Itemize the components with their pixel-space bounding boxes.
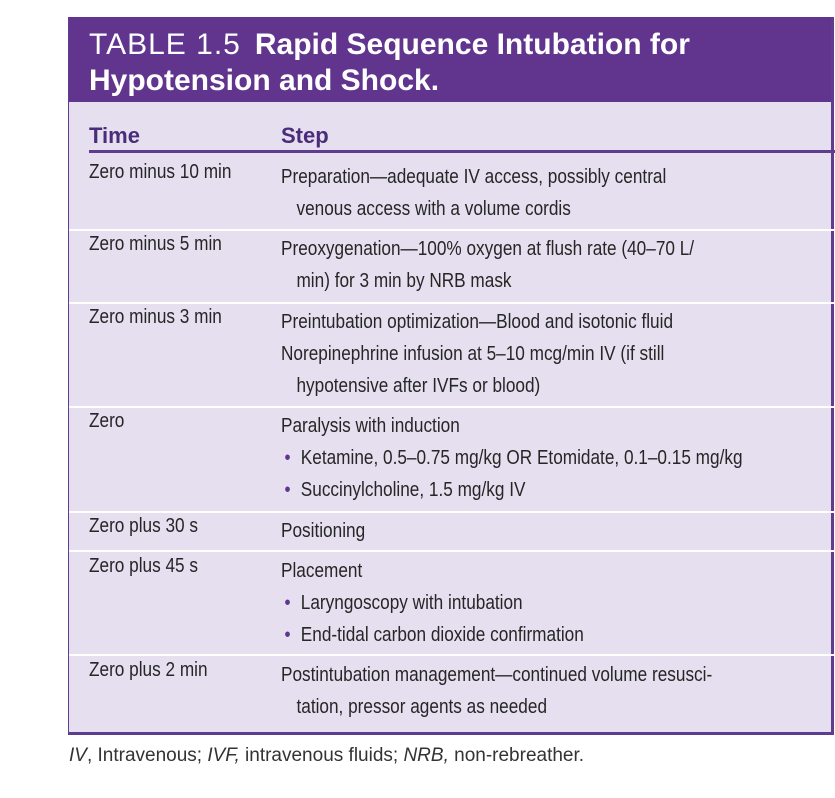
row-step xyxy=(281,659,829,723)
table-title-bar xyxy=(69,17,831,102)
row-time: Zero minus 10 min xyxy=(89,161,232,183)
row-divider xyxy=(69,302,835,304)
row-step xyxy=(281,515,829,547)
footnote-abbr: IV xyxy=(69,745,87,766)
step-line: Preintubation optimization—Blood and isotonic fluid xyxy=(281,311,674,333)
row-step xyxy=(281,410,829,506)
row-time: Zero plus 30 s xyxy=(89,515,198,537)
step-line: Norepinephrine infusion at 5–10 mcg/min IV (if still xyxy=(281,343,665,365)
table-container xyxy=(68,17,834,735)
row-step xyxy=(281,555,829,651)
step-line: Placement xyxy=(281,560,363,582)
row-divider xyxy=(69,229,835,231)
row-time: Zero plus 2 min xyxy=(89,659,208,681)
footnote-def: intravenous fluids; xyxy=(239,745,404,766)
step-line: venous access with a volume cordis xyxy=(296,198,571,220)
step-line: tation, pressor agents as needed xyxy=(296,696,548,718)
bullet-item: • Succinylcholine, 1.5 mg/kg IV xyxy=(281,474,829,506)
row-time: Zero minus 5 min xyxy=(89,233,222,255)
footnote-abbr: IVF, xyxy=(207,745,240,766)
step-line: Preparation—adequate IV access, possibly central xyxy=(281,166,667,188)
bullet-item: • End-tidal carbon dioxide confirmation xyxy=(281,619,829,651)
row-time: Zero xyxy=(89,410,125,432)
row-divider xyxy=(69,406,835,408)
bullet-item: • Ketamine, 0.5–0.75 mg/kg OR Etomidate, 0.1–0.15 mg/kg xyxy=(281,442,829,474)
step-line: min) for 3 min by NRB mask xyxy=(296,270,512,292)
step-line: Preoxygenation—100% oxygen at flush rate (40–70 L/ xyxy=(281,238,695,260)
footnote-def: , Intravenous; xyxy=(86,745,208,766)
row-divider xyxy=(69,550,835,552)
bullet-item: • Laryngoscopy with intubation xyxy=(281,587,829,619)
column-header-step: Step xyxy=(281,123,329,148)
step-line: Postintubation management—continued volume resusci- xyxy=(281,664,713,686)
footnote-def: non-rebreather. xyxy=(448,745,585,766)
step-line: Paralysis with induction xyxy=(281,415,460,437)
row-divider xyxy=(69,654,835,656)
header-rule xyxy=(89,150,835,153)
step-line: hypotensive after IVFs or blood) xyxy=(296,375,541,397)
column-header-time: Time xyxy=(89,123,140,148)
row-step xyxy=(281,306,829,402)
row-divider xyxy=(69,511,835,513)
row-step xyxy=(281,233,829,297)
table-title-line2: Hypotension and Shock. xyxy=(89,64,440,97)
table-title-line1: Rapid Sequence Intubation for xyxy=(254,28,690,61)
footnote-abbr: NRB, xyxy=(403,745,449,766)
row-time: Zero minus 3 min xyxy=(89,306,222,328)
table-label: TABLE 1.5 xyxy=(89,28,241,61)
row-step xyxy=(281,161,829,225)
table-footnote xyxy=(69,745,584,767)
row-time: Zero plus 45 s xyxy=(89,555,198,577)
step-line: Positioning xyxy=(281,520,366,542)
